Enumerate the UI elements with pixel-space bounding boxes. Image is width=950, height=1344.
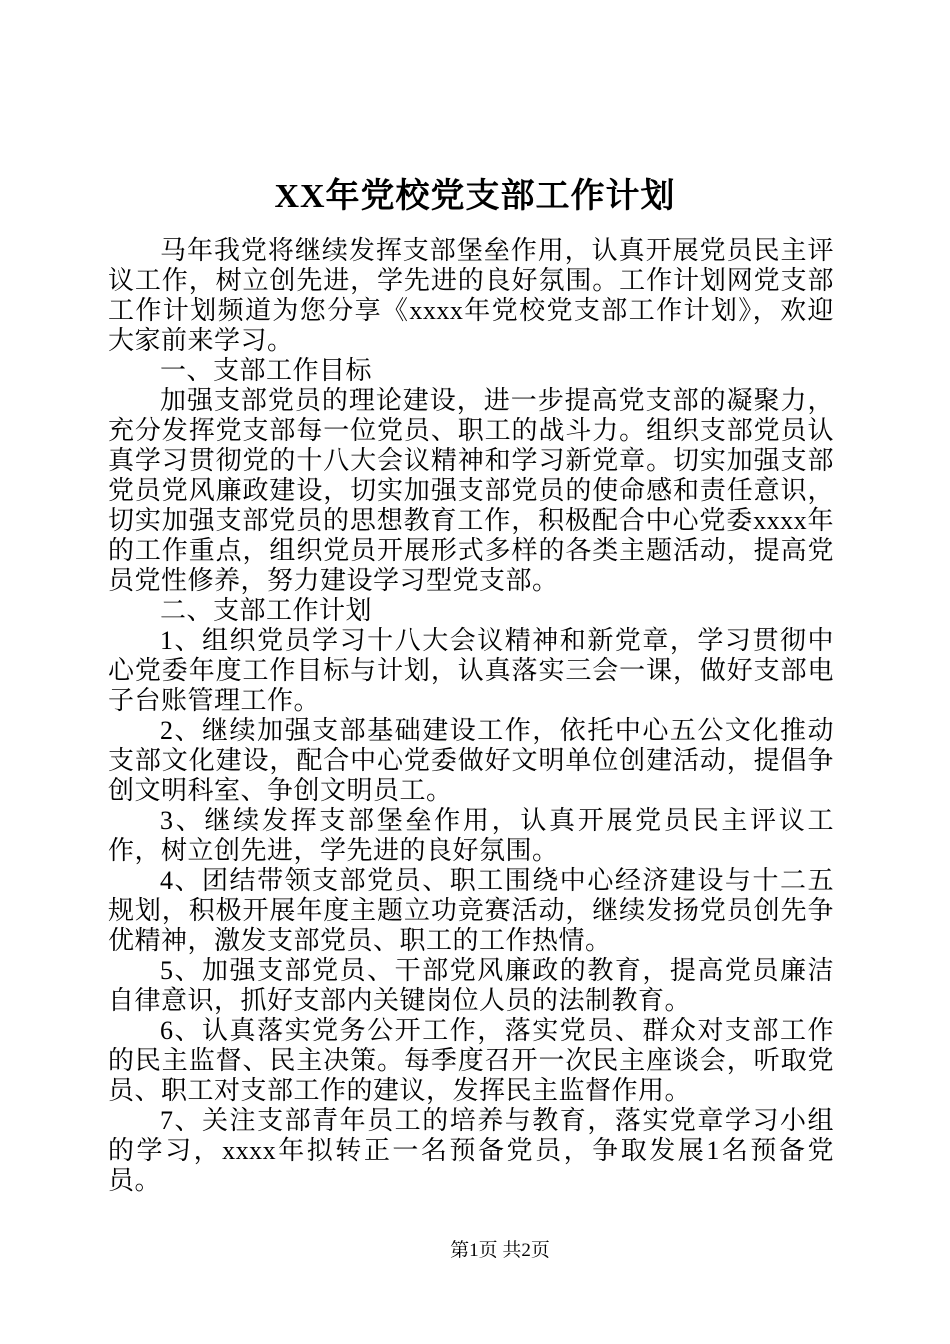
plan-item-7: 7、关注支部青年员工的培养与教育，落实党章学习小组的学习，xxxx年拟转正一名预备党员，争取发展1名预备党员。 [108, 1106, 834, 1195]
plan-item-6: 6、认真落实党务公开工作，落实党员、群众对支部工作的民主监督、民主决策。每季度召开一次民主座谈会，听取党员、职工对支部工作的建议，发挥民主监督作用。 [108, 1016, 834, 1105]
plan-item-4: 4、团结带领支部党员、职工围绕中心经济建设与十二五规划，积极开展年度主题立功竞赛活动，继续发扬党员创先争优精神，激发支部党员、职工的工作热情。 [108, 866, 834, 955]
document-body [108, 236, 834, 1196]
intro-paragraph: 马年我党将继续发挥支部堡垒作用，认真开展党员民主评议工作，树立创先进，学先进的良好氛围。工作计划网党支部工作计划频道为您分享《xxxx年党校党支部工作计划》，欢迎大家前来学习。 [108, 236, 834, 355]
section-heading-plan: 二、支部工作计划 [160, 596, 373, 625]
plan-item-5: 5、加强支部党员、干部党风廉政的教育，提高党员廉洁自律意识，抓好支部内关键岗位人员的法制教育。 [108, 956, 834, 1015]
section-heading-goals: 一、支部工作目标 [160, 356, 373, 385]
plan-item-3: 3、继续发挥支部堡垒作用，认真开展党员民主评议工作，树立创先进，学先进的良好氛围。 [108, 806, 834, 865]
plan-item-1: 1、组织党员学习十八大会议精神和新党章，学习贯彻中心党委年度工作目标与计划，认真落实三会一课，做好支部电子台账管理工作。 [108, 626, 834, 715]
page-number-label: 第1页 共2页 [450, 1240, 550, 1261]
plan-item-2: 2、继续加强支部基础建设工作，依托中心五公文化推动支部文化建设，配合中心党委做好文明单位创建活动，提倡争创文明科室、争创文明员工。 [108, 716, 834, 805]
page-title: XX年党校党支部工作计划 [274, 178, 676, 215]
goals-paragraph: 加强支部党员的理论建设，进一步提高党支部的凝聚力，充分发挥党支部每一位党员、职工的战斗力。组织支部党员认真学习贯彻党的十八大会议精神和学习新党章。切实加强支部党员党风廉政建设，切实加强支部党员的使命感和责任意识，切实加强支部党员的思想教育工作，积极配合中心党委xxxx年的工作重点，组织党员开展形式多样的各类主题活动，提高党员党性修养，努力建设学习型党支部。 [108, 386, 834, 595]
page-footer [25, 1238, 950, 1264]
